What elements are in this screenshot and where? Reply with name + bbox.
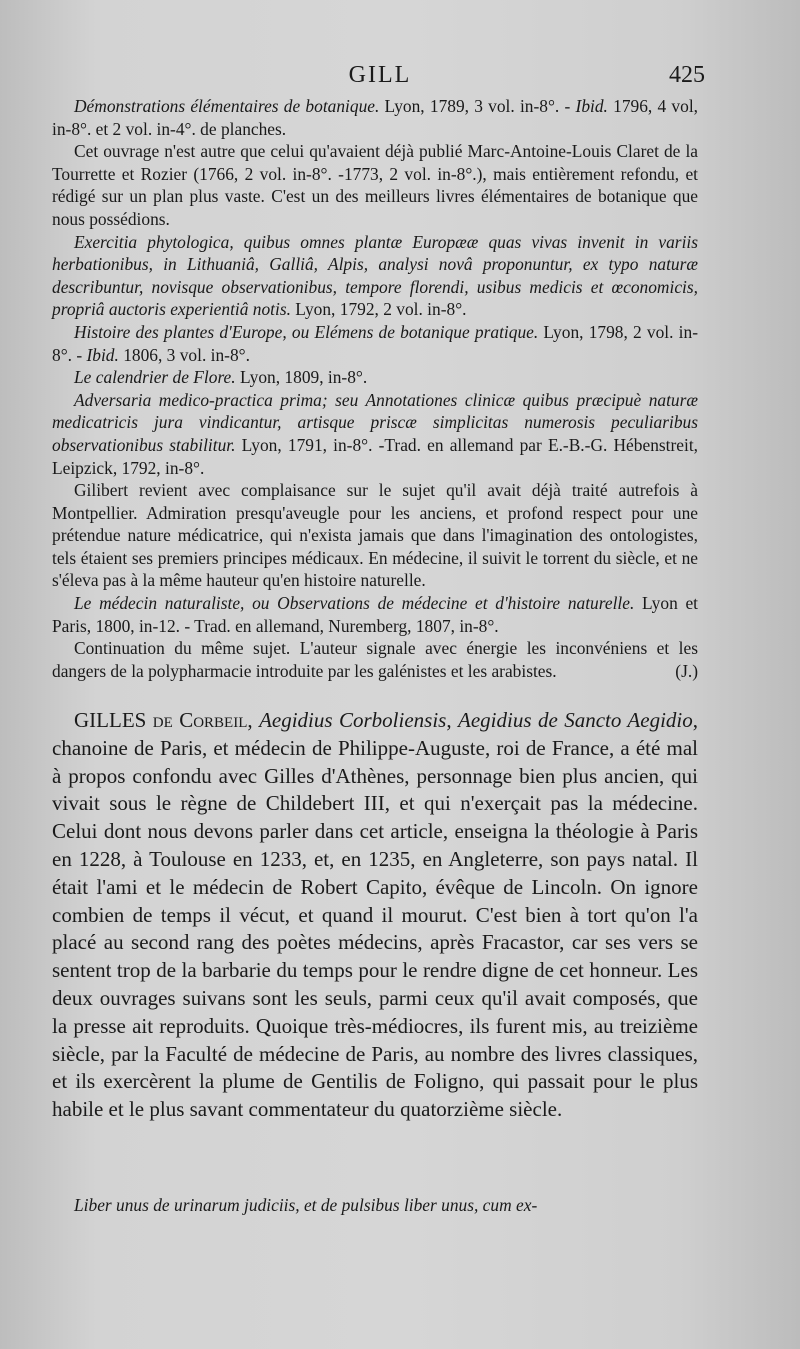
biblio-entry (52, 95, 698, 140)
biblio-details: Lyon, 1789, 3 vol. in-8°. - (379, 96, 576, 116)
gilles-entry (52, 707, 698, 1124)
biblio-details: Lyon, 1809, in-8°. (235, 367, 368, 388)
biblio-details: Lyon, 1798, 2 vol. in-8°. - (52, 321, 698, 365)
biblio-ibid: Ibid. (575, 96, 608, 116)
entry-paragraph: GILLES de Corbeil, Aegidius Corboliensis, Aegidius de Sancto Aegidio, chanoine de Paris, et médecin de Philippe-Auguste, roi de France, a été mal à propos confondu avec Gilles d'Athènes, personnage bien plus ancien, qui vivait sous le règne de Childebert III, et qui n'exerçait pas la médecine. Celui dont nous devons parler dans cet article, enseigna la théologie à Paris en 1228, à Toulouse en 1233, et, en 1235, en Angleterre, son pays natal. Il était l'ami et le médecin de Robert Capito, évêque de Lincoln. On ignore combien de temps il vécut, et quand il mourut. C'est bien à tort qu'on l'a placé au second rang des poètes médecins, après Fracastor, car ses vers se sentent trop de la barbarie du temps pour le rendre digne de cet honneur. Les deux ouvrages suivans sont les seuls, parmi ceux qu'il avait composés, que la presse ait reproduits. Quoique très-médiocres, ils furent mis, au treizième siècle, par la Faculté de médecine de Paris, au nombre des livres classiques, et ils exercèrent la plume de Gentilis de Foligno, qui passait pour le plus habile et le plus savant commentateur du quatorzième siècle. (52, 708, 698, 1122)
entry-particle: de (152, 708, 173, 732)
author-signature: (J.) (675, 660, 698, 681)
latin-name-alt: Aegidius de Sancto Aegidio (458, 708, 693, 732)
commentary-text: Continuation du même sujet. L'auteur signale avec énergie les inconvéniens et les dangers de la polypharmacie introduite par les galénistes et les arabistes. (52, 638, 698, 681)
biblio-details: 1806, 3 vol. in-8°. (118, 344, 250, 365)
entry-body: , chanoine de Paris, et médecin de Philippe-Auguste, roi de France, a été mal à propos confondu avec Gilles d'Athènes, personnage bien plus ancien, qui vivait sous le règne de Childebert III, et qui n'exerçait pas la médecine. Celui dont nous devons parler dans cet article, enseigna la théologie à Paris en 1228, à Toulouse en 1233, et, en 1235, en Angleterre, son pays natal. Il était l'ami et le médecin de Robert Capito, évêque de Lincoln. On ignore combien de temps il vécut, et quand il mourut. C'est bien à tort qu'on l'a placé au second rang des poètes médecins, après Fracastor, car ses vers se sentent trop de la barbarie du temps pour le rendre digne de cet honneur. Les deux ouvrages suivans sont les seuls, parmi ceux qu'il avait composés, que la presse ait reproduits. Quoique très-médiocres, ils furent mis, au treizième siècle, par la Faculté de médecine de Paris, au nombre des livres classiques, et ils exercèrent la plume de Gentilis de Foligno, qui passait pour le plus habile et le plus savant commentateur du quatorzième siècle. (52, 708, 698, 1122)
biblio-entry (52, 366, 698, 389)
gilibert-bibliography (52, 95, 698, 682)
biblio-details: Lyon, 1791, in-8°. -Trad. en allemand par E.-B.-G. Hébenstreit, Leipzick, 1792, in-8°. (52, 434, 699, 478)
biblio-details: Lyon, 1792, 2 vol. in-8°. (290, 299, 467, 320)
biblio-title: Le médecin naturaliste, ou Observations de médecine et d'histoire naturelle. (74, 593, 635, 614)
latin-name: Aegidius Corboliensis (259, 708, 447, 732)
commentary-paragraph (52, 637, 698, 682)
biblio-ibid: Ibid. (86, 344, 119, 365)
commentary-paragraph: Gilibert revient avec complaisance sur le sujet qu'il avait déjà traité autrefois à Montpellier. Admiration presqu'aveugle pour les anciens, et profond respect pour une prétendue nature médicatrice, qui n'exista jamais que dans l'imagination des ontologistes, tels étaient ses premiers principes médicaux. En médecine, il suivit le torrent du siècle, et ne s'éleva pas à la même hauteur qu'en histoire naturelle. (52, 480, 698, 591)
biblio-title: Histoire des plantes d'Europe, ou Elémens de botanique pratique. (74, 321, 539, 342)
biblio-title: Exercitia phytologica, quibus omnes plantæ Europææ quas vivas invenit in variis herbationibus, in Lithuaniâ, Galliâ, Alpis, analysi novâ proponuntur, ex typo naturæ describuntur, novisque observationibus, tempore florendi, usibus medicis et œconomicis, propriâ auctoris experientiâ notis. (52, 231, 698, 320)
biblio-details: 1796, 4 vol, in-8°. et 2 vol. in-4°. de planches. (52, 96, 699, 139)
biblio-title: Le calendrier de Flore. (74, 367, 236, 388)
entry-surname: Corbeil (179, 708, 248, 732)
biblio-entry (52, 231, 698, 321)
biblio-title: Démonstrations élémentaires de botanique. (74, 96, 380, 116)
biblio-title: Liber unus de urinarum judiciis, et de pulsibus liber unus, cum ex- (74, 1195, 538, 1215)
commentary-paragraph: Cet ouvrage n'est autre que celui qu'avaient déjà publié Marc-Antoine-Louis Claret de la Tourrette et Rozier (1766, 2 vol. in-8°. -1773, 2 vol. in-8°.), mais entièrement refondu, et rédigé sur un plan plus vaste. C'est un des meilleurs livres élémentaires de botanique que nous possédions. (52, 141, 698, 229)
biblio-title: Adversaria medico-practica prima; seu Annotationes clinicæ quibus præcipuè naturæ medicatricis jura vindicantur, artisque priscæ simplicitas numerosis peculiaribus observationibus stabilitur. (52, 389, 698, 455)
running-head: GILL (348, 62, 412, 88)
page-header (60, 62, 705, 92)
biblio-entry (52, 592, 698, 637)
biblio-details: Lyon et Paris, 1800, in-12. - Trad. en allemand, Nuremberg, 1807, in-8°. (52, 593, 698, 636)
page-number: 425 (669, 62, 705, 88)
tail-biblio-entry (52, 1195, 698, 1216)
biblio-entry (52, 321, 698, 366)
biblio-entry (52, 389, 698, 479)
entry-headword: GILLES (74, 708, 147, 732)
